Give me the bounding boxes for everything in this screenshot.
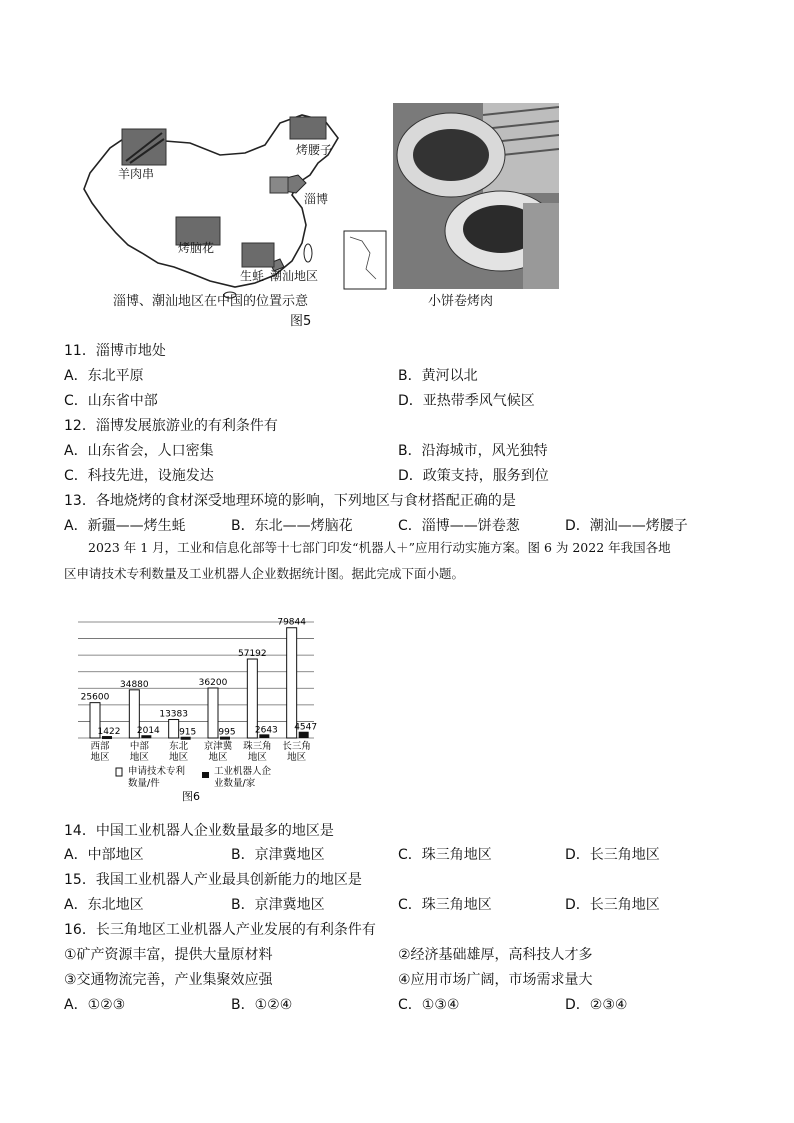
category-label: 长三角 bbox=[282, 741, 311, 752]
label-kaoyaozi: 烤腰子 bbox=[296, 143, 333, 157]
q16-option-a: A．①②③ bbox=[64, 997, 126, 1013]
photo-svg bbox=[393, 103, 559, 289]
q16-option-c: C．①③④ bbox=[398, 997, 460, 1013]
category-label: 东北 bbox=[169, 741, 189, 752]
chart-labels bbox=[81, 618, 317, 763]
category-label: 地区 bbox=[90, 752, 110, 763]
figure5-label: 图5 bbox=[290, 314, 312, 329]
china-map-figure bbox=[70, 103, 388, 299]
bar-patents bbox=[169, 720, 179, 738]
q11-option-d: D．亚热带季风气候区 bbox=[398, 393, 535, 409]
q13-option-b: B．东北——烤脑花 bbox=[231, 518, 353, 534]
legend-swatch-robot-firms bbox=[202, 772, 209, 778]
value-label-robot-firms: 1422 bbox=[97, 727, 121, 738]
legend-swatch-patents bbox=[116, 768, 122, 776]
label-zibo: 淄博 bbox=[304, 192, 329, 206]
label-yangrouchuan: 羊肉串 bbox=[118, 167, 155, 181]
q11-option-a: A．东北平原 bbox=[64, 368, 144, 384]
south-sea-inset bbox=[344, 231, 386, 289]
shengqiao-photo bbox=[242, 243, 274, 267]
q14-option-b: B．京津冀地区 bbox=[231, 847, 325, 863]
value-label-robot-firms: 4547 bbox=[294, 722, 318, 733]
q16-option-b: B．①②④ bbox=[231, 997, 293, 1013]
bar-patents bbox=[287, 628, 297, 738]
category-label: 中部 bbox=[129, 741, 149, 752]
china-map-svg bbox=[70, 103, 388, 299]
value-label-patents: 13383 bbox=[159, 709, 188, 720]
q12-option-a: A．山东省会，人口密集 bbox=[64, 443, 214, 459]
legend-label-robot-firms: 工业机器人企 bbox=[214, 766, 272, 777]
question-16-stem: 16．长三角地区工业机器人产业发展的有利条件有 bbox=[64, 922, 376, 938]
label-shengqiao: 生蚝 bbox=[240, 269, 265, 283]
chart-legend bbox=[116, 765, 272, 803]
q15-option-c: C．珠三角地区 bbox=[398, 897, 492, 913]
intro-line-2: 区申请技术专利数量及工业机器人企业数据统计图。据此完成下面小题。 bbox=[64, 566, 465, 581]
value-label-patents: 57192 bbox=[238, 649, 267, 660]
q11-option-b: B．黄河以北 bbox=[398, 368, 478, 384]
figure6-chart bbox=[70, 608, 330, 804]
bar-patents bbox=[208, 688, 218, 738]
intro-line-1: 2023 年 1 月，工业和信息化部等十七部门印发“机器人＋”应用行动实施方案。图 6 为 2022 年我国各地 bbox=[88, 540, 671, 555]
value-label-robot-firms: 995 bbox=[218, 727, 236, 738]
q14-option-a: A．中部地区 bbox=[64, 847, 144, 863]
category-label: 京津冀 bbox=[203, 741, 233, 752]
q12-option-b: B．沿海城市，风光独特 bbox=[398, 443, 548, 459]
chart-title: 图6 bbox=[182, 790, 200, 803]
category-label: 地区 bbox=[287, 752, 307, 763]
question-15-stem: 15．我国工业机器人产业最具创新能力的地区是 bbox=[64, 872, 362, 888]
photo-caption: 小饼卷烤肉 bbox=[428, 294, 494, 309]
question-14-stem: 14．中国工业机器人企业数量最多的地区是 bbox=[64, 823, 334, 839]
taiwan-island bbox=[304, 244, 312, 262]
q11-option-c: C．山东省中部 bbox=[64, 393, 158, 409]
q16-statement-4: ④应用市场广阔，市场需求量大 bbox=[398, 972, 593, 988]
q16-option-d: D．②③④ bbox=[565, 997, 628, 1013]
label-chaoshan: 潮汕地区 bbox=[270, 269, 319, 283]
kaoyaozi-photo bbox=[290, 117, 326, 139]
value-label-patents: 36200 bbox=[198, 678, 228, 689]
category-label: 地区 bbox=[208, 752, 228, 763]
q15-option-d: D．长三角地区 bbox=[565, 897, 660, 913]
value-label-robot-firms: 2014 bbox=[136, 726, 160, 737]
zibo-photo bbox=[270, 177, 288, 193]
legend-label-robot-firms: 业数量/家 bbox=[214, 778, 256, 789]
q15-option-b: B．京津冀地区 bbox=[231, 897, 325, 913]
value-label-patents: 34880 bbox=[120, 679, 149, 690]
q13-option-a: A．新疆——烤生蚝 bbox=[64, 518, 186, 534]
category-label: 西部 bbox=[90, 741, 110, 752]
value-label-robot-firms: 2643 bbox=[254, 725, 278, 736]
category-label: 地区 bbox=[169, 752, 189, 763]
legend-label-patents: 数量/件 bbox=[128, 778, 160, 789]
value-label-robot-firms: 915 bbox=[179, 727, 197, 738]
value-label-patents: 25600 bbox=[80, 692, 110, 703]
q14-option-c: C．珠三角地区 bbox=[398, 847, 492, 863]
category-label: 珠三角 bbox=[243, 741, 272, 752]
question-11-stem: 11．淄博市地处 bbox=[64, 343, 166, 359]
q12-option-c: C．科技先进，设施发达 bbox=[64, 468, 214, 484]
q16-statement-2: ②经济基础雄厚，高科技人才多 bbox=[398, 947, 593, 963]
label-kaonaohua: 烤脑花 bbox=[178, 241, 215, 255]
q16-statement-1: ①矿产资源丰富，提供大量原材料 bbox=[64, 947, 273, 963]
question-13-stem: 13．各地烧烤的食材深受地理环境的影响，下列地区与食材搭配正确的是 bbox=[64, 493, 516, 509]
legend-label-patents: 申请技术专利 bbox=[128, 766, 186, 777]
question-12-stem: 12．淄博发展旅游业的有利条件有 bbox=[64, 418, 278, 434]
q13-option-d: D．潮汕——烤腰子 bbox=[565, 518, 688, 534]
value-label-patents: 79844 bbox=[277, 617, 306, 628]
q15-option-a: A．东北地区 bbox=[64, 897, 144, 913]
q12-option-d: D．政策支持，服务到位 bbox=[398, 468, 549, 484]
category-label: 地区 bbox=[129, 752, 149, 763]
category-label: 地区 bbox=[247, 752, 267, 763]
q16-statement-3: ③交通物流完善，产业集聚效应强 bbox=[64, 972, 273, 988]
chart-gridlines bbox=[78, 622, 314, 738]
map-caption: 淄博、潮汕地区在中国的位置示意 bbox=[113, 294, 309, 309]
q13-option-c: C．淄博——饼卷葱 bbox=[398, 518, 520, 534]
skewer-photo bbox=[393, 103, 559, 289]
q14-option-d: D．长三角地区 bbox=[565, 847, 660, 863]
